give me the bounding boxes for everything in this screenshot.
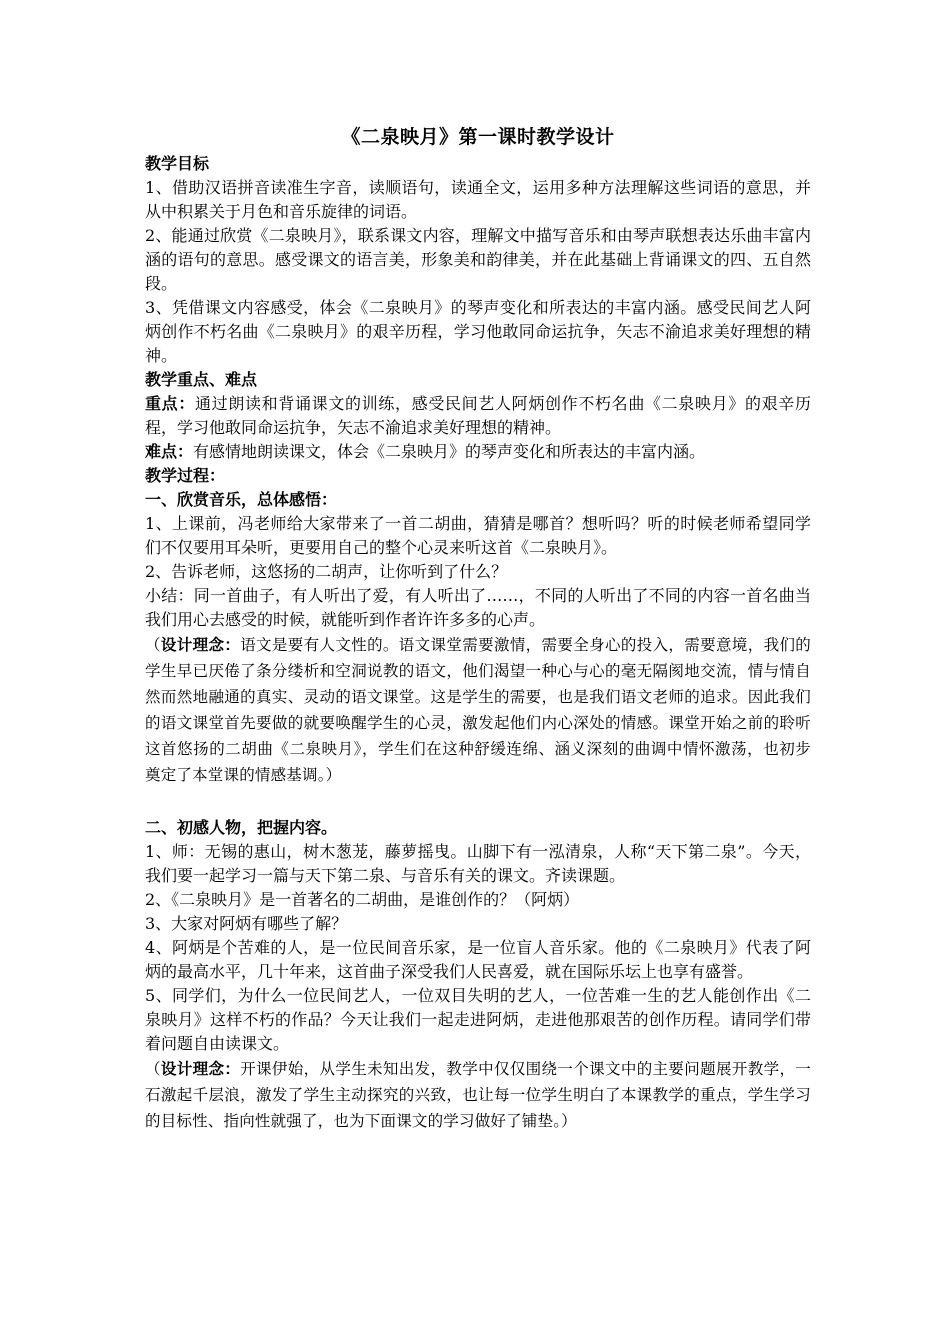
- document-title: 《二泉映月》第一课时教学设计: [341, 126, 615, 148]
- note-open-paren: （: [145, 636, 161, 654]
- design-note-text: 语文是要有人文性的。语文课堂需要激情，需要全身心的投入，需要意境，我们的学生早已厌倦了条分缕析和空洞说教的语文，他们渴望一种心与心的毫无隔阂地交流，情与情自然而然地融通的真实、灵动的语文课堂。这是学生的需要，也是我们语文老师的追求。因此我们的语文课堂首先要做的就要唤醒学生的心灵，激发起他们内心深处的情感。课堂开始之前的聆听这首悠扬的二胡曲《二泉映月》，学生们在这种舒缓连绵、涵义深刻的曲调中情怀激荡，也初步奠定了本堂课的情感基调。）: [145, 636, 812, 784]
- section1-item: 2、告诉老师，这悠扬的二胡声，让你听到了什么？: [145, 562, 508, 581]
- note-open-paren: （: [145, 1060, 161, 1078]
- focus-paragraph: [145, 392, 811, 440]
- design-note-label: 设计理念：: [160, 1059, 241, 1078]
- objectives-heading: 教学目标: [145, 154, 210, 173]
- design-note-text: 开课伊始，从学生未知出发，教学中仅仅围绕一个课文中的主要问题展开教学，一石激起千层浪，激发了学生主动探究的兴致，也让每一位学生明白了本课教学的重点，学生学习的目标性、指向性就强了，也为下面课文的学习做好了铺垫。）: [145, 1060, 812, 1130]
- section1-heading: 一、欣赏音乐，总体感悟：: [145, 490, 338, 509]
- section2-item: 3、大家对阿炳有哪些了解？: [145, 914, 348, 933]
- focus-label: 重点：: [145, 394, 195, 413]
- section2-item: 2、《二泉映月》是一首著名的二胡曲，是谁创作的？（阿炳）: [145, 890, 580, 909]
- section2-design-note: [145, 1056, 811, 1134]
- section1-item: 1、上课前，冯老师给大家带来了一首二胡曲，猜猜是哪首？想听吗？听的时候老师希望同学们不仅要用耳朵听，更要用自己的整个心灵来听这首《二泉映月》。: [145, 514, 811, 557]
- section2-item: 5、同学们，为什么一位民间艺人，一位双目失明的艺人，一位苦难一生的艺人能创作出《二泉映月》这样不朽的作品？今天让我们一起走进阿炳，走进他那艰苦的创作历程。请同学们带着问题自由读课文。: [145, 986, 811, 1053]
- document-body: [145, 124, 811, 1134]
- objective-item: 1、借助汉语拼音读准生字音，读顺语句，读通全文，运用多种方法理解这些词语的意思，并从中积累关于月色和音乐旋律的词语。: [145, 178, 811, 221]
- objective-item: 2、能通过欣赏《二泉映月》，联系课文内容，理解文中描写音乐和由琴声联想表达乐曲丰富内涵的语句的意思。感受课文的语言美，形象美和韵律美，并在此基础上背诵课文的四、五自然段。: [145, 226, 811, 293]
- difficulty-paragraph: [145, 440, 811, 464]
- section1-summary: 小结：同一首曲子，有人听出了爱，有人听出了……，不同的人听出了不同的内容一首名曲当我们用心去感受的时候，就能听到作者许许多多的心声。: [145, 586, 811, 629]
- section2-item: 4、阿炳是个苦难的人，是一位民间音乐家，是一位盲人音乐家。他的《二泉映月》代表了阿炳的最高水平，几十年来，这首曲子深受我们人民喜爱，就在国际乐坛上也享有盛誉。: [145, 938, 811, 981]
- objective-item: 3、凭借课文内容感受，体会《二泉映月》的琴声变化和所表达的丰富内涵。感受民间艺人阿炳创作不朽名曲《二泉映月》的艰辛历程，学习他敢同命运抗争，矢志不渝追求美好理想的精神。: [145, 298, 811, 365]
- section-spacer: [145, 788, 811, 816]
- section1-design-note: [145, 632, 811, 788]
- section2-item: 1、师：无锡的惠山，树木葱茏，藤萝摇曳。山脚下有一泓清泉，人称“天下第二泉”。今天，我们要一起学习一篇与天下第二泉、与音乐有关的课文。齐读课题。: [145, 842, 811, 885]
- focus-text: 通过朗读和背诵课文的训练，感受民间艺人阿炳创作不朽名曲《二泉映月》的艰辛历程，学习他敢同命运抗争，矢志不渝追求美好理想的精神。: [145, 394, 811, 437]
- process-heading: 教学过程：: [145, 466, 226, 485]
- design-note-label: 设计理念：: [160, 635, 241, 654]
- difficulty-label: 难点：: [145, 442, 194, 461]
- difficulty-text: 有感情地朗读课文，体会《二泉映月》的琴声变化和所表达的丰富内涵。: [193, 442, 706, 461]
- key-points-heading: 教学重点、难点: [145, 370, 258, 389]
- section2-heading: 二、初感人物，把握内容。: [145, 818, 338, 837]
